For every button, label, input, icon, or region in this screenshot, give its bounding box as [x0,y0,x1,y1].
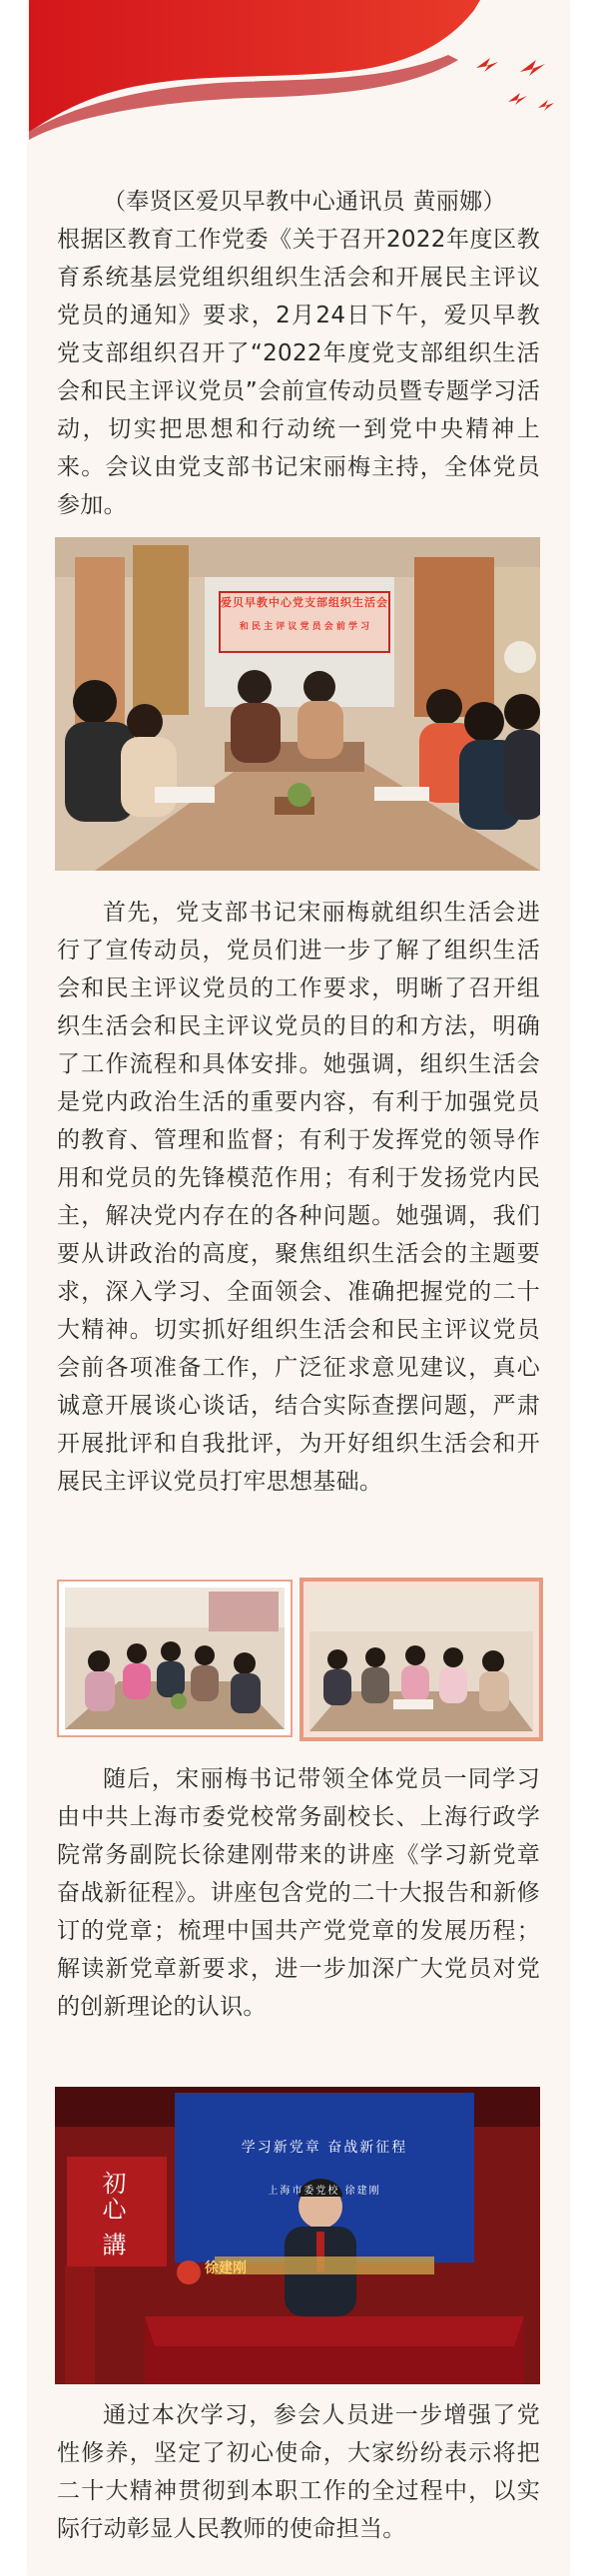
paragraph-lecture: 随后，宋丽梅书记带领全体党员一同学习由中共上海市委党校常务副校长、上海行政学院常务副院长徐建刚带来的讲座《学习新党章 奋战新征程》。讲座包含党的二十大报告和新修订的党章；梳理中国共产党党章的发展历程；解读新党章新要求，进一步加深广大党员对党的创新理论的认识。 [57,1766,540,2020]
meeting-photo [55,537,540,871]
intro-block [57,183,540,524]
article-page [29,0,568,2576]
study-photo-right [300,1578,543,1741]
lecture-screen-title: 学习新党章 奋战新征程 [241,2140,408,2156]
meeting-banner-subtext: 和 民 主 评 议 党 员 会 前 学 习 [239,622,370,632]
paragraph-mobilization: 首先，党支部书记宋丽梅就组织生活会进行了宣传动员，党员们进一步了解了组织生活会和民主评议党员的工作要求，明晰了召开组织生活会和民主评议党员的目的和方法，明确了工作流程和具体安排。她强调，组织生活会是党内政治生活的重要内容，有利于加强党员的教育、管理和监督；有利于发挥党的领导作用和党员的先锋模范作用；有利于发扬党内民主，解决党内存在的各种问题。她强调，我们要从讲政治的高度，聚焦组织生活会的主题要求，深入学习、全面领会、准确把握党的二十大精神。切实抓好组织生活会和民主评议党员会前各项准备工作，广泛征求意见建议，真心诚意开展谈心谈话，结合实际查摆问题，严肃开展批评和自我批评，为开好组织生活会和开展民主评议党员打牢思想基础。 [57,900,540,1495]
speaker-name-tag: 徐建刚 [205,2260,247,2276]
paragraph-conclusion: 通过本次学习，参会人员进一步增强了党性修养，坚定了初心使命，大家纷纷表示将把二十大精神贯彻到本职工作的全过程中，以实际行动彰显人民教师的使命担当。 [57,2402,540,2542]
lecture-screen-subtitle: 上海市委党校 徐建刚 [268,2186,381,2197]
author-credit: （奉贤区爱贝早教中心通讯员 黄丽娜） [103,189,506,215]
meeting-banner-text: 爱贝早教中心党支部组织生活会 [221,596,388,609]
lecture-video-photo [55,2087,540,2384]
initial-heart-seal: 初心 講 [98,2171,126,2258]
red-ribbon-banner [29,0,568,170]
study-photo-left [57,1580,293,1737]
paragraph-intro: 根据区教育工作党委《关于召开2022年度区教育系统基层党组织组织生活会和开展民主评议党员的通知》要求，2月24日下午，爱贝早教党支部组织召开了“2022年度党支部组织生活会和民主评议党员”会前宣传动员暨专题学习活动，切实把思想和行动统一到党中央精神上来。会议由党支部书记宋丽梅主持，全体党员参加。 [57,227,540,518]
